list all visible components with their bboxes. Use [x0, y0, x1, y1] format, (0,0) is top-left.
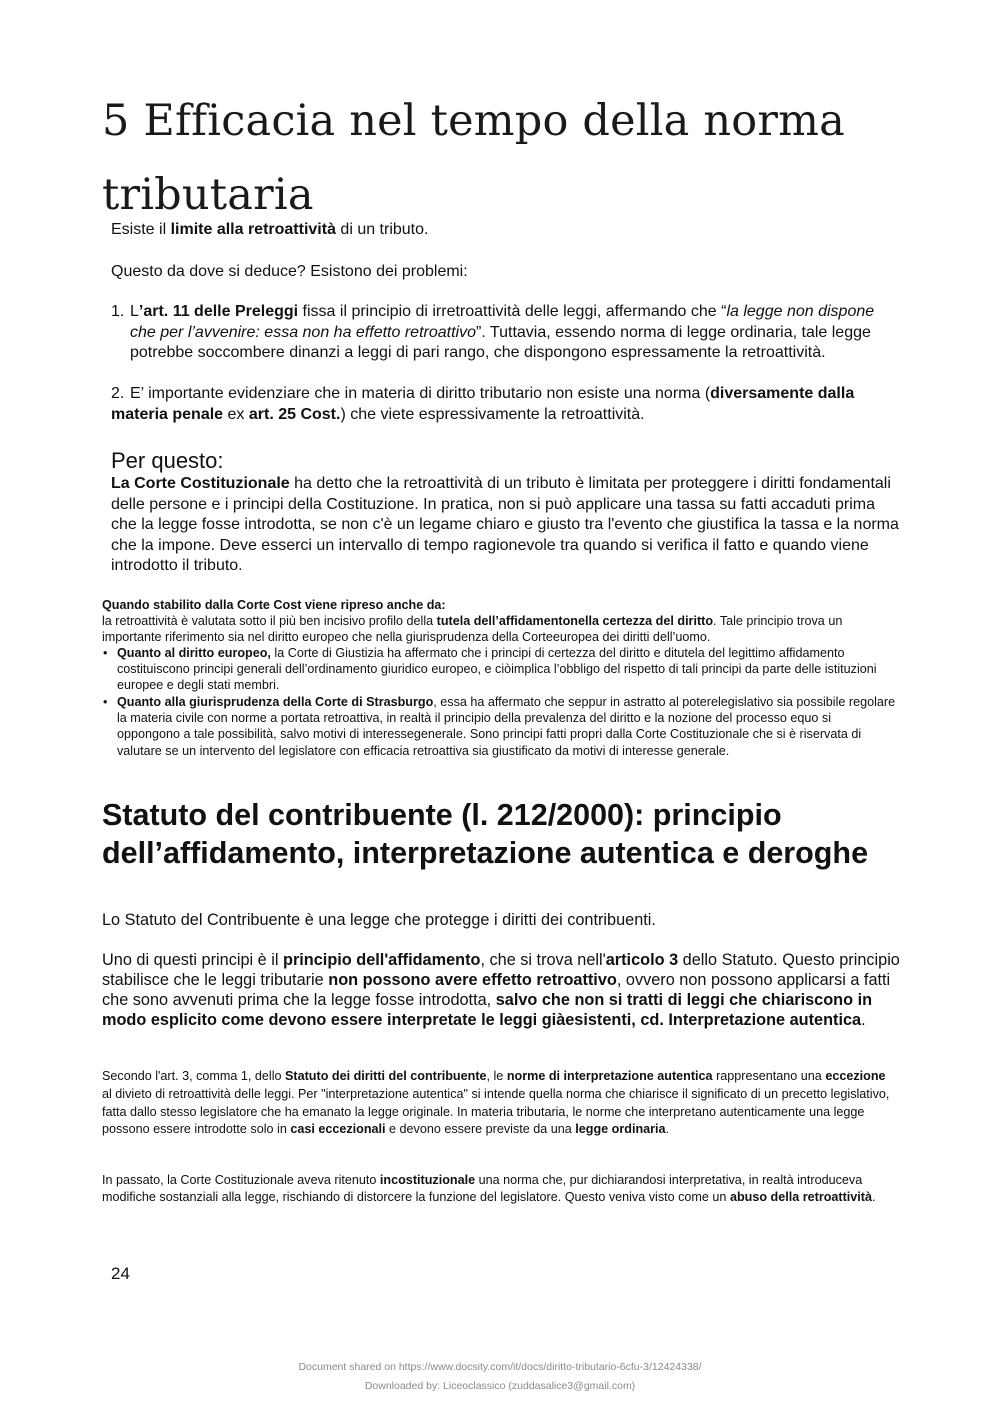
text: E’ importante evidenziare che in materia di diritto tributario non esiste una norma (: [130, 385, 711, 402]
bold-text: La Corte Costituzionale: [111, 475, 290, 492]
bold-text: incostituzionale: [379, 1173, 476, 1187]
bullet-icon: •: [103, 695, 108, 709]
bold-text: Statuto dei diritti del contribuente: [285, 1069, 487, 1083]
text: L: [130, 303, 139, 320]
bullet-icon: •: [103, 646, 108, 660]
text: Secondo l'art. 3, comma 1, dello: [102, 1069, 286, 1083]
bold-text: Quanto alla giurisprudenza della Corte di Strasburgo: [117, 695, 434, 709]
text: dello Statuto. Questo principio stabilisce che le leggi tributarie: [102, 951, 900, 989]
corte-heading: [102, 597, 902, 613]
bold-text: eccezione: [825, 1069, 886, 1083]
bold-text: norme di interpretazione autentica: [506, 1069, 713, 1083]
footer-shared-line: Document shared on https://www.docsity.com/it/docs/diritto-tributario-6cfu-3/12424338/: [298, 1361, 702, 1373]
bold-text: non possono avere effetto retroattivo: [328, 971, 617, 989]
list-item-2: [111, 384, 901, 425]
bold-text: art. 25 Cost.: [248, 405, 341, 423]
intro-paragraph-2: Questo da dove si deduce? Esistono dei problemi:: [111, 263, 468, 280]
text: Esiste il: [111, 221, 171, 238]
text: fissa il principio di irretroattività delle leggi, affermando che “: [298, 303, 727, 320]
bold-text: tutela dell’affidamentonella certezza del diritto: [436, 614, 714, 628]
page-number: 24: [111, 1264, 130, 1283]
text: rappresentano una: [712, 1069, 826, 1083]
per-questo-heading: Per questo:: [111, 448, 224, 473]
text: , le: [486, 1069, 507, 1083]
text: ex: [223, 405, 249, 423]
bold-text: Quanto al diritto europeo,: [117, 646, 271, 660]
bold-text: Quando stabilito dalla Corte Cost viene ripreso anche da:: [102, 598, 446, 612]
text: .: [872, 1190, 876, 1205]
bold-text: articolo 3: [605, 951, 679, 969]
bold-text: principio dell'affidamento: [283, 951, 481, 969]
text: In passato, la Corte Costituzionale aveva ritenuto: [102, 1173, 380, 1187]
bold-text: limite alla retroattività: [170, 221, 336, 238]
text: al divieto di retroattività delle leggi. Per "interpretazione autentica" si intende quella norma che chiarisce il significato di un precetto legislativo, fatta dallo stesso legislatore che ha emanato la legge originale. In materia tributaria, le norme che interpretano autenticamente una legge possono essere introdotte solo in: [102, 1086, 890, 1137]
text: ) che viete espressivamente la retroattività.: [340, 405, 645, 423]
text: ”. Tuttavia, essendo norma di legge ordinaria, tale legge potrebbe soccombere dinanzi a leggi di pari rango, che dispongono espressamente la retroattività.: [130, 323, 871, 361]
text: di un tributo.: [335, 221, 429, 238]
text: e devono essere previste da una: [385, 1122, 576, 1137]
bullet-item-1: [103, 645, 897, 694]
text: ha detto che la retroattività di un tributo è limitata per proteggere i diritti fondamentali delle persone e i principi della Costituzione. In pratica, non si può applicare una tassa su fatti accaduti prima che la legge fosse introdotta, se non c'è un legame chiaro e giusto tra l'evento che giustifica la tassa e la norma che la impone. Deve esserci un intervallo di tempo ragionevole tra quando si verifica il fatto e quando viene introdotto il tributo.: [111, 475, 899, 574]
text: , ovvero non possono applicarsi a fatti che sono avvenuti prima che la legge fosse introdotta,: [102, 971, 891, 1009]
section-heading: Statuto del contribuente (l. 212/2000): principio dell’affidamento, interpretazione autentica e deroghe: [102, 798, 869, 870]
bold-text: legge ordinaria: [575, 1122, 666, 1137]
bold-text: ’art. 11 delle Preleggi: [138, 303, 299, 320]
text: , essa ha affermato che seppur in astratto al poterelegislativo sia possibile regolare la materia civile con norme a portata retroattiva, in realtà il principio della prevalenza del diritto e la nozione del processo equo si oppongono a tale possibilità, salvo motivi di interessegenerale. Sono principi fatti propri dalla Corte Costituzionale che si è riservata di valutare se un intervento del legislatore con efficacia retroattiva sia giustificato da motivi di interesse generale.: [117, 695, 896, 758]
text: una norma che, pur dichiarandosi interpretativa, in realtà introduceva modifiche sostanziali alla legge, rischiando di distorcere la funzione del legislatore. Questo veniva visto come un: [102, 1173, 863, 1205]
per-questo-paragraph: [111, 474, 901, 577]
statuto-paragraph-2: [102, 950, 902, 1030]
italic-quote: la legge non dispone che per l’avvenire: essa non ha effetto retroattivo: [130, 303, 875, 341]
footer-downloaded-line: Downloaded by: Liceoclassico (zuddasalice3@gmail.com): [364, 1380, 636, 1392]
statuto-paragraph-1: Lo Statuto del Contribuente è una legge che protegge i diritti dei contribuenti.: [102, 911, 656, 929]
statuto-paragraph-4: [102, 1172, 897, 1206]
intro-paragraph-1: [111, 220, 911, 241]
list-number: 2.: [111, 385, 125, 402]
corte-paragraph: [102, 613, 902, 645]
text: .: [665, 1122, 670, 1137]
page-title: 5 Efficacia nel tempo della norma tributaria: [102, 96, 845, 220]
list-item-1: [111, 302, 881, 364]
bold-text: salvo che non si tratti di leggi che chiariscono in modo esplicito come devono essere interpretate le leggi giàesistenti, cd. Interpretazione autentica: [102, 991, 873, 1029]
bold-text: casi eccezionali: [290, 1122, 386, 1137]
list-number: 1.: [111, 303, 125, 320]
bullet-item-2: [103, 694, 897, 759]
text: .: [861, 1011, 866, 1029]
text: Uno di questi principi è il: [102, 951, 283, 969]
text: la Corte di Giustizia ha affermato che i principi di certezza del diritto e ditutela del legittimo affidamento costituiscono principi generali dell’ordinamento giuridico europeo, e ciòimplica l’obbligo del rispetto di tali principi da parte delle istituzioni europee e degli stati membri.: [117, 646, 877, 693]
text: , che si trova nell': [480, 951, 606, 969]
bold-text: diversamente dalla materia penale: [111, 385, 855, 423]
statuto-paragraph-3: [102, 1068, 897, 1139]
bold-text: abuso della retroattività: [729, 1190, 873, 1205]
text: la retroattività è valutata sotto il più ben incisivo profilo della: [102, 614, 437, 628]
text: . Tale principio trova un importante riferimento sia nel diritto europeo che nella giurisprudenza della Corteeuropea dei diritti dell’uomo.: [102, 614, 843, 645]
